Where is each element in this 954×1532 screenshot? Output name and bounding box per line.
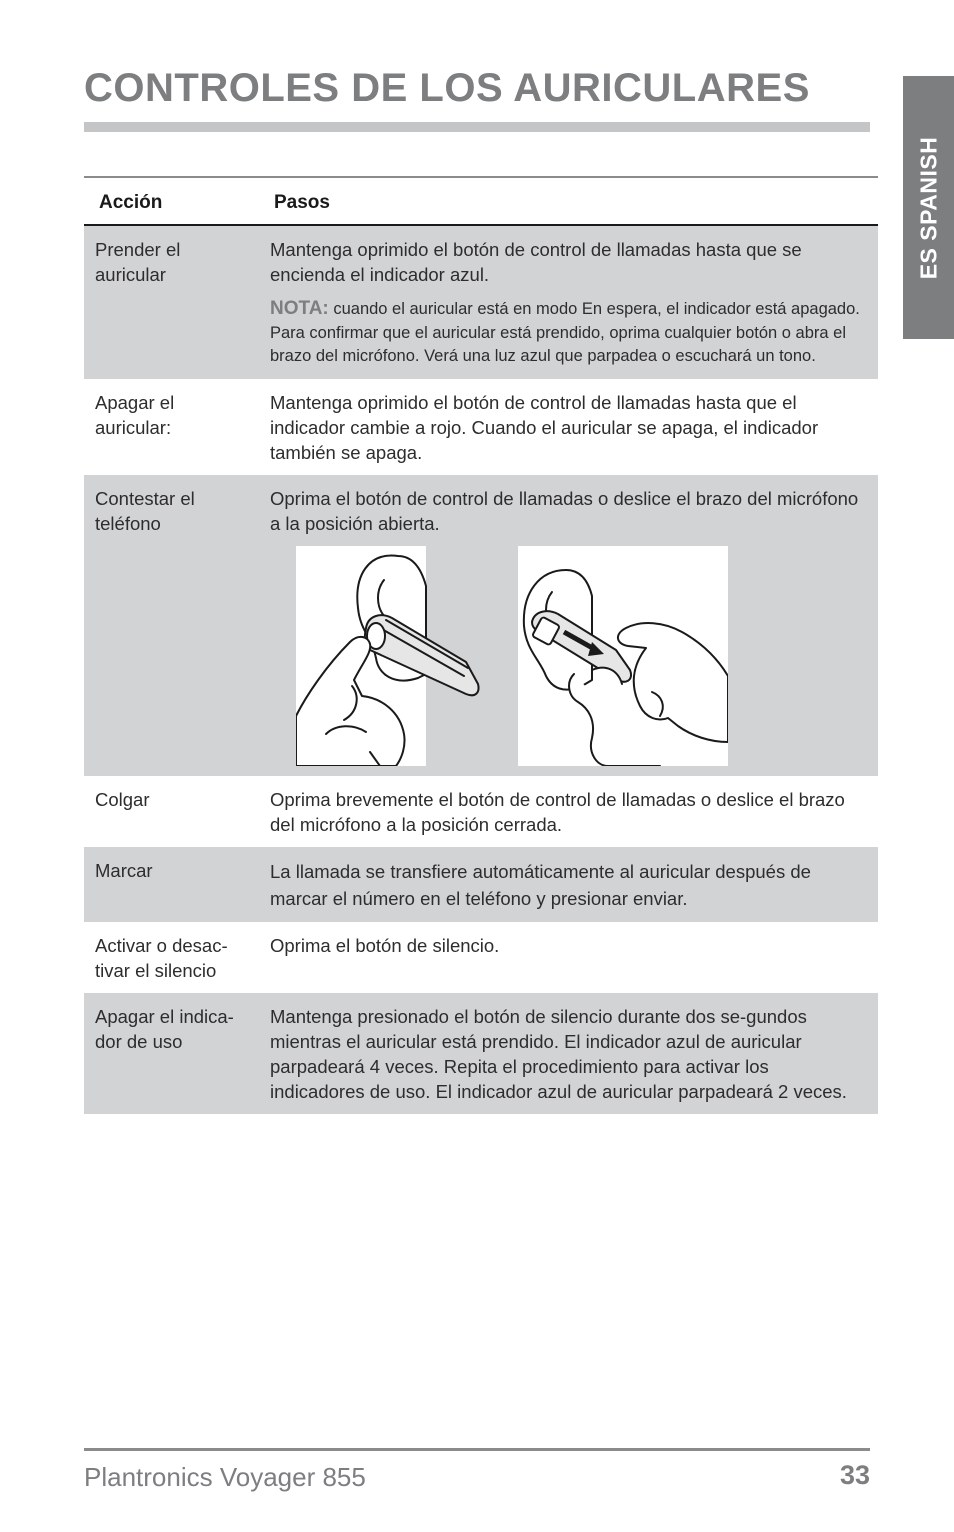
- answer-call-illustration: [296, 546, 728, 766]
- table-row: [84, 922, 878, 993]
- footer-rule: [84, 1448, 870, 1451]
- controls-table: [84, 176, 878, 1114]
- note-label: NOTA:: [270, 298, 329, 319]
- language-tab: [903, 76, 954, 339]
- row-action: Prender el auricular: [84, 225, 260, 379]
- page-title: CONTROLES DE LOS AURICULARES: [84, 66, 810, 110]
- row-action: Contestar el teléfono: [84, 475, 260, 776]
- table-row: [84, 847, 878, 922]
- title-underline: [84, 122, 870, 132]
- header-steps: Pasos: [260, 177, 878, 225]
- row-steps: Mantenga presionado el botón de silencio durante dos se-gundos mientras el auricular está prendido. El indicador azul de auricular parpadeará 4 veces. Repita el procedimiento para activar los indicadores de uso. El indicador azul de auricular parpadeará 2 veces.: [260, 993, 878, 1114]
- row-steps-text: Mantenga oprimido el botón de control de llamadas hasta que se encienda el indicador azul.: [270, 239, 802, 285]
- row-steps: [260, 225, 878, 379]
- table-row: [84, 475, 878, 776]
- table-row: [84, 379, 878, 475]
- note: [270, 297, 860, 369]
- page-number: 33: [839, 1460, 870, 1490]
- language-tab-label: ES SPANISH: [915, 136, 941, 279]
- row-action: Activar o desac-tivar el silencio: [95, 934, 228, 981]
- table-header-row: [84, 177, 878, 225]
- row-action: Apagar el auricular:: [95, 391, 175, 438]
- header-action: Acción: [84, 177, 260, 225]
- row-action: Apagar el indica-dor de uso: [84, 993, 260, 1114]
- row-steps: Oprima el botón de silencio.: [270, 934, 500, 956]
- product-name: Plantronics Voyager 855: [84, 1462, 366, 1492]
- row-steps-text: Oprima el botón de control de llamadas o deslice el brazo del micrófono a la posición abierta.: [270, 487, 859, 534]
- row-steps: La llamada se transfiere automáticamente al auricular después de marcar el número en el teléfono y presionar enviar.: [260, 847, 878, 922]
- row-action: Colgar: [95, 788, 150, 810]
- row-steps: Mantenga oprimido el botón de control de llamadas hasta que el indicador cambie a rojo. Cuando el auricular se apaga, el indicador también se apaga.: [270, 391, 819, 463]
- table-row: [84, 776, 878, 847]
- note-text: cuando el auricular está en modo En espera, el indicador está apagado. Para confirmar que el auricular está prendido, oprima cualquier botón o abra el brazo del micrófono. Verá una luz azul que parpadea o escuchará un tono.: [270, 300, 860, 365]
- row-steps: [260, 475, 878, 776]
- row-action: Marcar: [84, 847, 260, 922]
- table-row: [84, 993, 878, 1114]
- table-row: [84, 225, 878, 379]
- row-steps: Oprima brevemente el botón de control de llamadas o deslice el brazo del micrófono a la posición cerrada.: [270, 788, 845, 835]
